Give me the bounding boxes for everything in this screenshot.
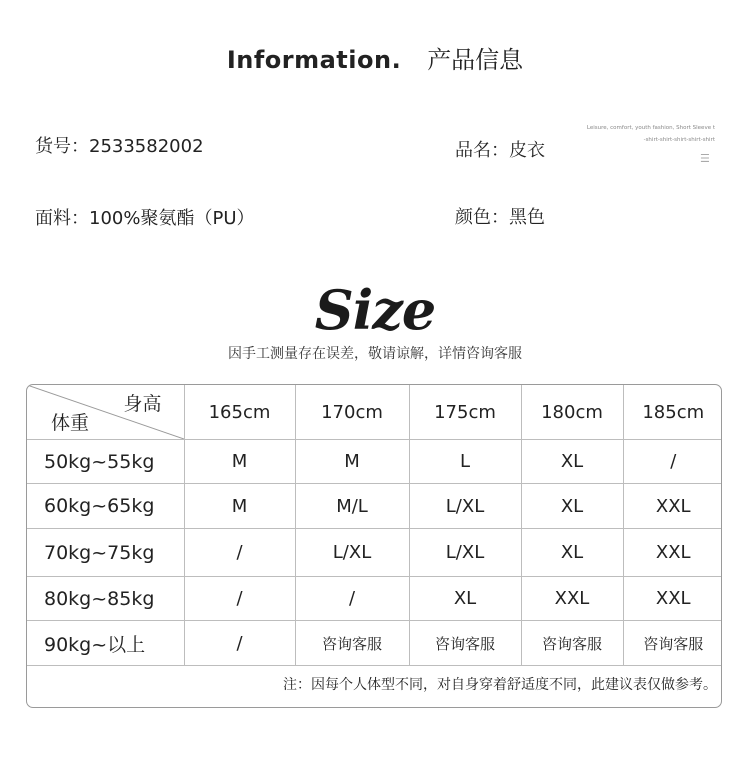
decorative-line-2: -shirt-shirt-shirt-shirt-shirt <box>643 137 715 143</box>
size-cell: L/XL <box>295 529 409 577</box>
size-cell: 咨询客服 <box>623 621 722 666</box>
material: 面料：100%聚氨酯（PU） <box>35 208 255 229</box>
size-cell: 咨询客服 <box>521 621 623 666</box>
product-name: 品名：皮衣 <box>455 140 545 161</box>
weight-cell: 60kg~65kg <box>27 484 184 529</box>
size-cell: M/L <box>295 484 409 529</box>
table-row <box>27 484 722 529</box>
height-header: 175cm <box>409 385 521 440</box>
size-cell: XXL <box>623 484 722 529</box>
title-english: Information. <box>226 46 402 74</box>
table-row <box>27 440 722 484</box>
size-cell: XXL <box>623 529 722 577</box>
size-cell: L/XL <box>409 529 521 577</box>
corner-header-cell <box>27 385 184 440</box>
decorative-line-1: Leisure, comfort, youth fashion, Short Sleeve t <box>586 125 715 131</box>
table-header-row <box>27 385 722 440</box>
size-cell: XL <box>521 440 623 484</box>
size-cell: XL <box>409 577 521 621</box>
page-title <box>0 40 750 75</box>
size-cell: / <box>184 577 295 621</box>
decorative-text <box>560 122 715 146</box>
size-cell: L <box>409 440 521 484</box>
table-row <box>27 529 722 577</box>
size-cell: M <box>184 440 295 484</box>
height-header: 165cm <box>184 385 295 440</box>
size-cell: M <box>184 484 295 529</box>
weight-cell: 70kg~75kg <box>27 529 184 577</box>
size-cell: 咨询客服 <box>409 621 521 666</box>
height-header: 170cm <box>295 385 409 440</box>
size-cell: XXL <box>521 577 623 621</box>
table-row <box>27 621 722 666</box>
item-number: 货号：2533582002 <box>35 136 204 157</box>
weight-cell: 80kg~85kg <box>27 577 184 621</box>
list-icon: ☰ <box>700 152 710 165</box>
size-cell: 咨询客服 <box>295 621 409 666</box>
weight-cell: 90kg~以上 <box>27 621 184 666</box>
size-cell: / <box>295 577 409 621</box>
size-cell: XXL <box>623 577 722 621</box>
title-chinese: 产品信息 <box>427 46 524 74</box>
weight-axis-label: 体重 <box>51 412 90 434</box>
size-cell: / <box>623 440 722 484</box>
height-header: 180cm <box>521 385 623 440</box>
table-row <box>27 577 722 621</box>
height-axis-label: 身高 <box>123 393 162 415</box>
weight-cell: 50kg~55kg <box>27 440 184 484</box>
size-cell: M <box>295 440 409 484</box>
product-color: 颜色：黑色 <box>455 207 545 228</box>
size-cell: / <box>184 621 295 666</box>
size-heading: Size <box>314 278 436 342</box>
size-cell: XL <box>521 484 623 529</box>
size-note: 因手工测量存在误差，敬请谅解，详情咨询客服 <box>228 346 522 362</box>
size-cell: L/XL <box>409 484 521 529</box>
size-table <box>26 384 722 708</box>
table-footer-note: 注：因每个人体型不同，对自身穿着舒适度不同，此建议表仅做参考。 <box>283 677 717 693</box>
size-cell: / <box>184 529 295 577</box>
size-cell: XL <box>521 529 623 577</box>
height-header: 185cm <box>623 385 722 440</box>
